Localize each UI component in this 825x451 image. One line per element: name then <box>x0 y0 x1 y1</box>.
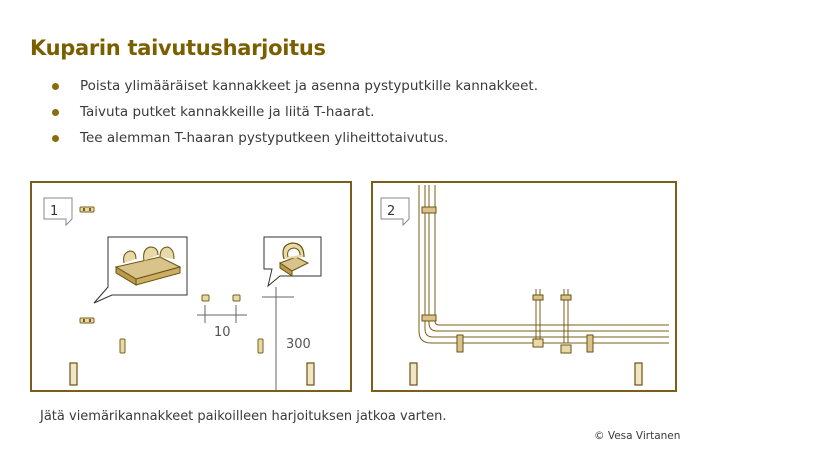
step-2-panel <box>371 181 677 392</box>
drain-clamp-icon <box>410 363 417 385</box>
double-clamp-callout <box>94 237 187 303</box>
step-number-tag <box>44 198 72 225</box>
instruction-list <box>50 76 538 154</box>
pipe-clamp-icon <box>422 315 436 321</box>
dimension-horizontal <box>197 305 247 340</box>
page-title: Kuparin taivutusharjoitus <box>30 36 326 60</box>
bullet-icon <box>52 109 59 116</box>
copper-pipe <box>419 185 669 343</box>
dimension-horizontal-label: 10 <box>214 325 231 340</box>
instruction-item <box>50 128 538 154</box>
small-clamp-icon <box>233 295 240 301</box>
instruction-text: Taivuta putket kannakkeille ja liitä T-haarat. <box>80 104 375 120</box>
step-number-tag <box>381 198 409 225</box>
copper-pipe <box>429 185 669 331</box>
dimension-vertical-label: 300 <box>286 337 311 352</box>
pipe-clamp-icon <box>561 295 571 300</box>
step-1-panel <box>30 181 352 392</box>
small-clamp-icon <box>120 339 125 353</box>
pipe-clamp-icon <box>422 207 436 213</box>
small-clamp-icon <box>80 318 94 323</box>
drain-clamp-icon <box>635 363 642 385</box>
t-joint-icon <box>533 339 571 353</box>
drain-clamp-icon <box>70 363 77 385</box>
pipe-clamp-icon <box>457 335 463 352</box>
small-clamp-icon <box>80 207 94 212</box>
instruction-item <box>50 102 538 128</box>
pipe-clamp-icon <box>533 295 543 300</box>
step-1-diagram <box>32 183 350 390</box>
copyright: © Vesa Virtanen <box>594 430 681 442</box>
footer-note: Jätä viemärikannakkeet paikoilleen harjoituksen jatkoa varten. <box>40 409 447 424</box>
small-clamp-icon <box>258 339 263 353</box>
step-number: 2 <box>387 204 396 219</box>
bullet-icon <box>52 135 59 142</box>
pipe-clamp-icon <box>587 335 593 352</box>
single-clamp-callout <box>264 237 321 286</box>
instruction-item <box>50 76 538 102</box>
instruction-text: Poista ylimääräiset kannakkeet ja asenna pystyputkille kannakkeet. <box>80 78 538 94</box>
drain-clamp-icon <box>307 363 314 385</box>
small-clamp-icon <box>202 295 209 301</box>
instruction-text: Tee alemman T-haaran pystyputkeen yliheittotaivutus. <box>80 130 449 146</box>
bullet-icon <box>52 83 59 90</box>
step-number: 1 <box>50 204 59 219</box>
dimension-vertical <box>262 287 311 390</box>
step-2-diagram <box>373 183 675 390</box>
